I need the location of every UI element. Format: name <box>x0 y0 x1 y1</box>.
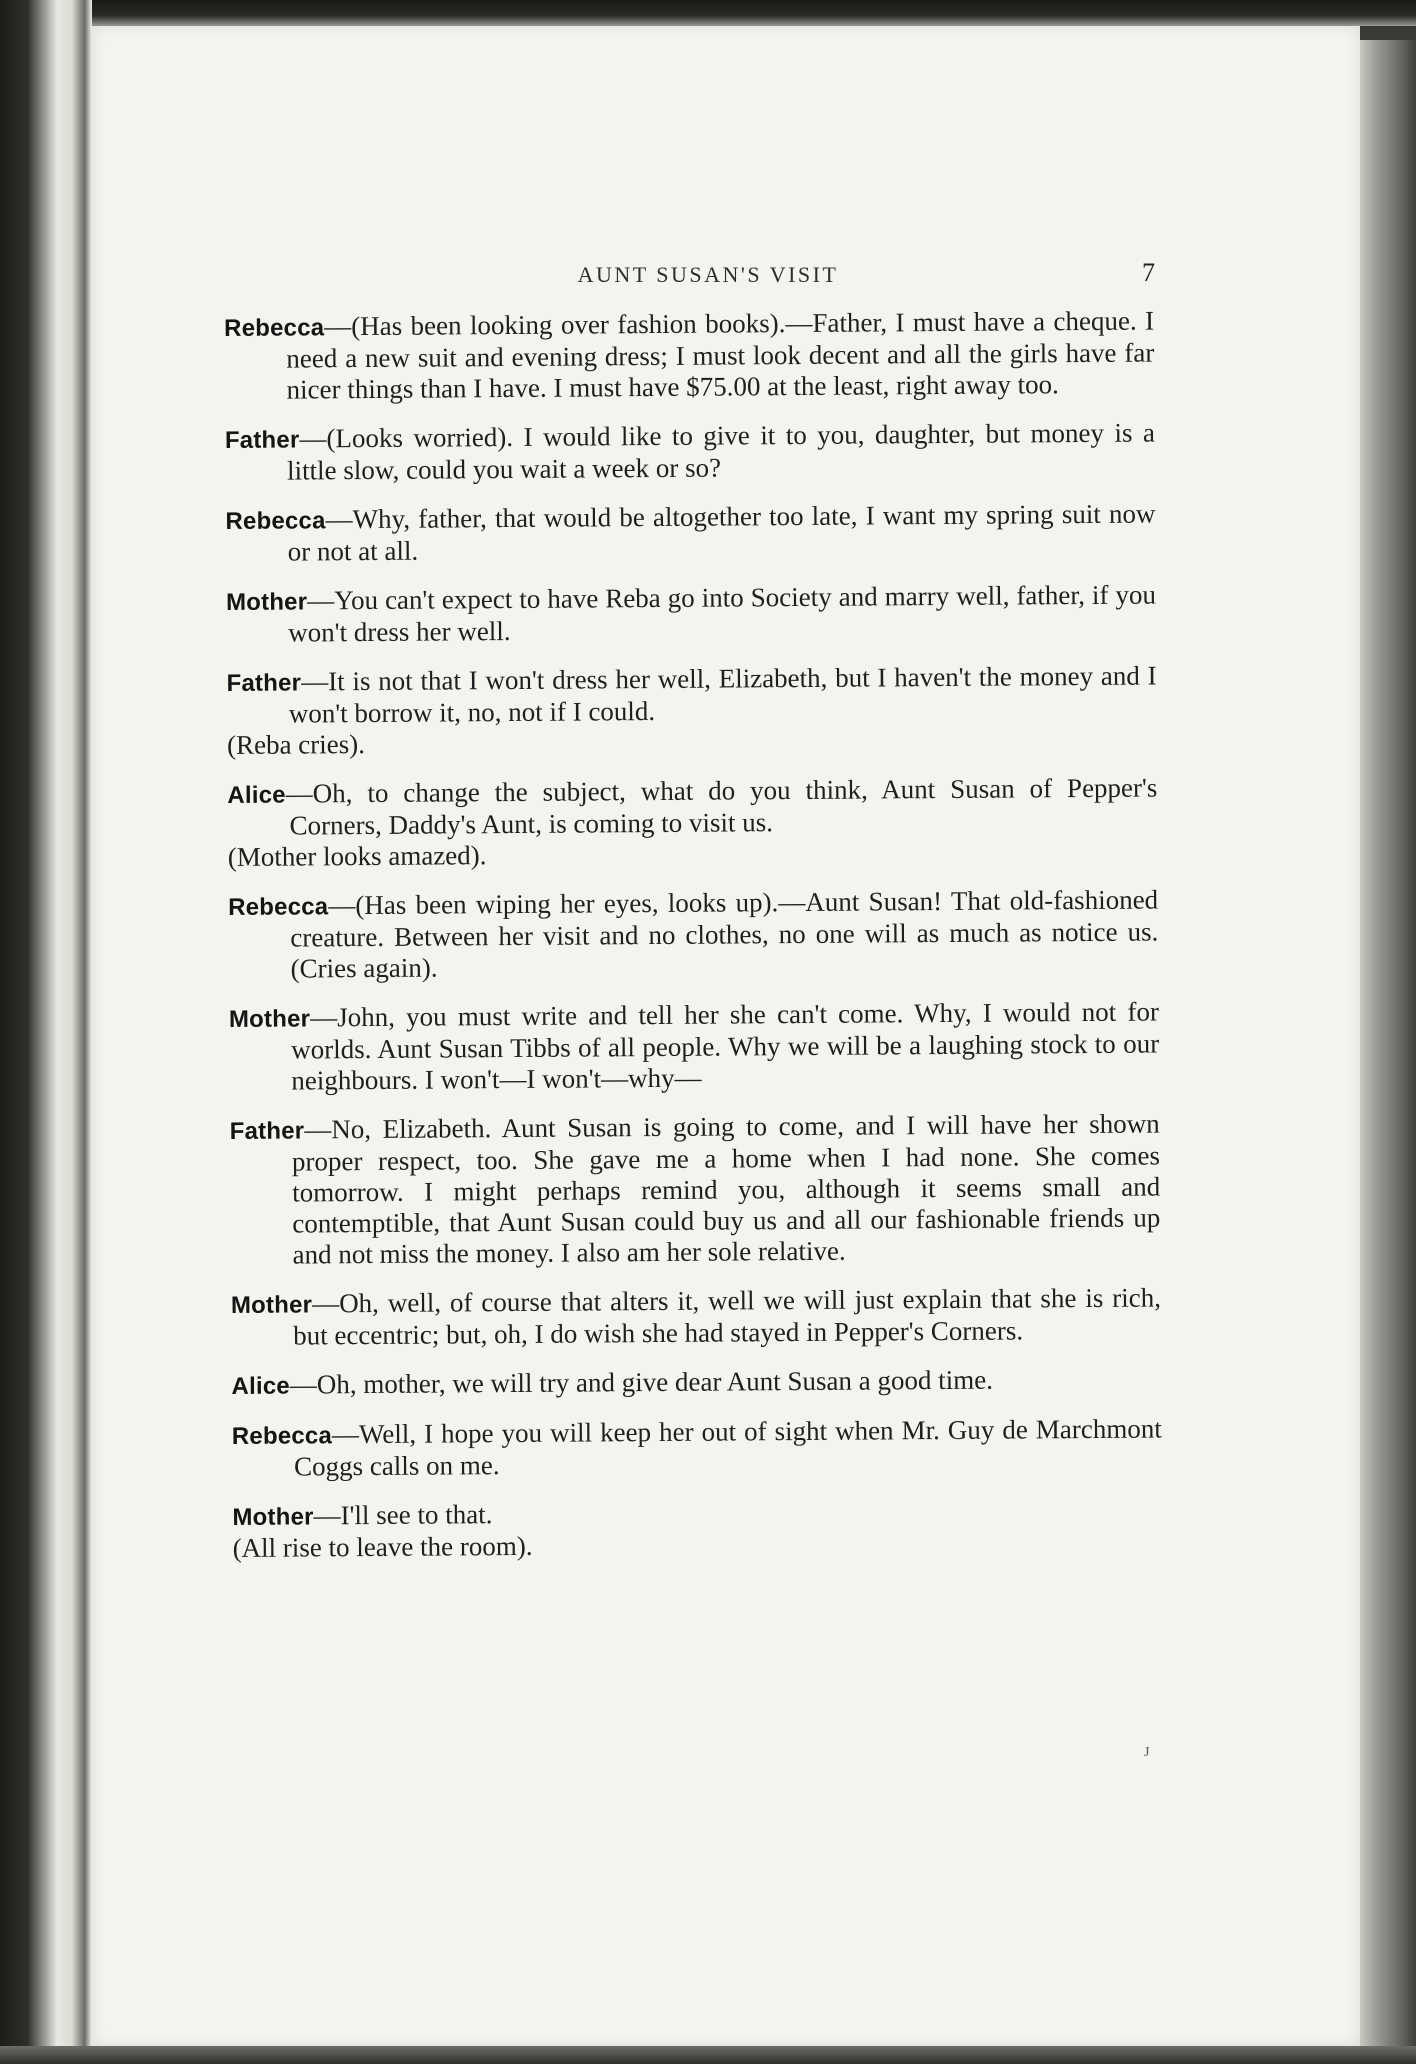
speech-rebecca-2 <box>225 499 1155 568</box>
speech-text: —No, Elizabeth. Aunt Susan is going to come, and I will have her shown proper respect, too. She gave me a home when I had none. She comes tomorrow. I might perhaps remind you, although it seems small and contemptible, that Aunt Susan could buy us and all our fashionable friends up and not miss the money. I also am her sole relative. <box>291 1108 1161 1270</box>
scan-binding-edge <box>0 0 92 2064</box>
margin-mark: J <box>1144 1745 1150 1760</box>
stage-direction: (Mother looks amazed). <box>227 840 487 872</box>
speaker-name: Mother <box>228 1005 311 1033</box>
speech-text: —Well, I hope you will keep her out of sight when Mr. Guy de Marchmont Coggs calls on me. <box>293 1413 1162 1482</box>
speech-alice-2 <box>231 1363 1161 1401</box>
speaker-name: Rebecca <box>228 893 329 921</box>
speaker-name: Rebecca <box>225 507 326 535</box>
scan-top-edge <box>0 0 1416 26</box>
speech-text: —(Looks worried). I would like to give it to you, daughter, but money is a little slow, could you wait a week or so? <box>287 417 1155 486</box>
dialogue-text <box>224 306 1163 1564</box>
speech-mother-1 <box>226 580 1156 649</box>
speech-father-2 <box>226 660 1157 760</box>
speaker-name: Mother <box>225 588 308 616</box>
speech-mother-2 <box>229 996 1160 1096</box>
speech-text: —Why, father, that would be altogether too late, I want my spring suit now or not at all. <box>287 498 1156 567</box>
speech-rebecca-3 <box>228 884 1159 984</box>
speaker-name: Mother <box>230 1291 313 1319</box>
speaker-name: Alice <box>231 1372 290 1400</box>
speech-text: —Oh, to change the subject, what do you think, Aunt Susan of Pepper's Corners, Daddy's Aunt, is coming to visit us. <box>285 772 1158 841</box>
stage-direction: (Reba cries). <box>226 729 366 760</box>
speech-mother-3 <box>231 1282 1161 1351</box>
speech-text: —You can't expect to have Reba go into Society and marry well, father, if you won't dress her well. <box>288 579 1157 648</box>
speech-text: —Oh, mother, we will try and give dear Aunt Susan a good time. <box>289 1364 993 1400</box>
speech-rebecca-4 <box>232 1413 1162 1482</box>
speaker-name: Father <box>224 426 300 454</box>
speech-mother-4 <box>232 1494 1162 1563</box>
speech-text: —It is not that I won't dress her well, Elizabeth, but I haven't the money and I won't borrow it, no, not if I could. <box>288 660 1157 729</box>
speaker-name: Father <box>226 669 302 697</box>
speech-text: —(Has been wiping her eyes, looks up).—Aunt Susan! That old-fashioned creature. Between her visit and no clothes, no one will as much as notice us. (Cries again). <box>290 884 1159 984</box>
speaker-name: Father <box>229 1117 305 1145</box>
page-right-edge <box>1360 40 1416 2064</box>
speech-rebecca-1 <box>224 306 1155 406</box>
speech-father-3 <box>230 1108 1161 1270</box>
speech-text: —John, you must write and tell her she can't come. Why, I would not for worlds. Aunt Susan Tibbs of all people. Why we will be a laughing stock to our neighbours. I won't—I won't—why— <box>291 996 1160 1096</box>
running-title: AUNT SUSAN'S VISIT <box>577 262 839 287</box>
speech-alice-1 <box>227 772 1158 872</box>
speech-text: —I'll see to that. <box>313 1499 493 1531</box>
speech-text: —(Has been looking over fashion books).—Father, I must have a cheque. I need a new suit and evening dress; I must look decent and all the girls have far nicer things than I have. I must have $75.00 at the least, right away too. <box>286 305 1155 405</box>
page-number: 7 <box>1142 258 1155 287</box>
speech-father-1 <box>225 418 1155 487</box>
speaker-name: Rebecca <box>224 314 325 342</box>
stage-direction: (All rise to leave the room). <box>232 1530 533 1563</box>
speaker-name: Alice <box>227 781 286 809</box>
speaker-name: Rebecca <box>231 1422 333 1450</box>
scan-bottom-edge <box>0 2046 1416 2064</box>
speaker-name: Mother <box>232 1503 314 1531</box>
speech-text: —Oh, well, of course that alters it, well we will just explain that she is rich, but eccentric; but, oh, I do wish she had stayed in Pepper's Corners. <box>293 1282 1162 1351</box>
